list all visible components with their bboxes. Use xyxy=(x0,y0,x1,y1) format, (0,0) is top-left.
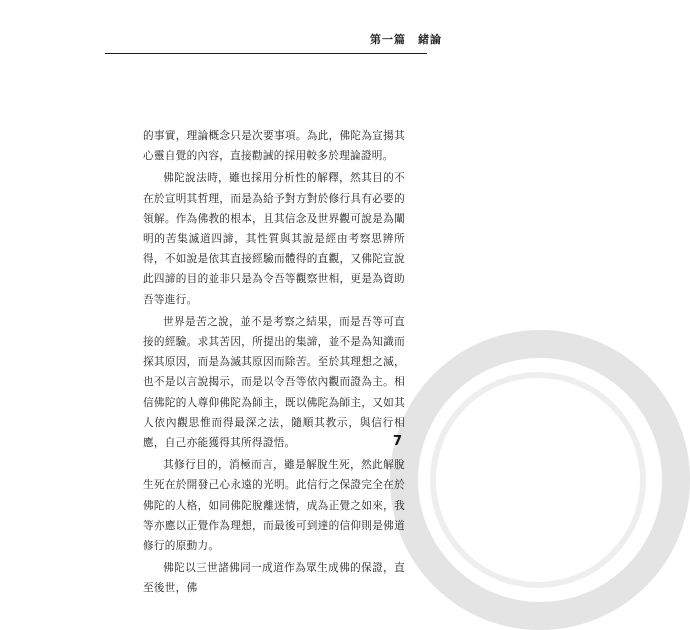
paragraph-1: 的事實，理論概念只是次要事項。為此，佛陀為宣揚其心靈自覺的內容，直接勸誡的採用較多於理論證明。 xyxy=(143,130,405,163)
paragraph-3: 世界是苦之說，並不是考察之結果，而是吾等可直接的經驗。求其苦因，所提出的集諦，並不是為知識而探其原因，而是為滅其原因而除苦。至於其理想之滅，也不是以言說揭示，而是以令吾等依內觀而證為主。相信佛陀的人尊仰佛陀為師主，既以佛陀為師主，又如其人依內觀思惟而得最深之法，隨順其教示，與信行相應，自己亦能獲得其所得證悟。 xyxy=(143,315,405,450)
header-title: 緒論 xyxy=(418,33,442,46)
paragraph-2: 佛陀說法時，雖也採用分析性的解釋，然其目的不在於宣明其哲理，而是為給予對方對於修行具有必要的領解。作為佛教的根本，且其信念及世界觀可說是為闡明的苦集滅道四諦，其性質與其說是經由考察思辨所得，不如說是依其直接經驗而體得的直觀，又佛陀宣說此四諦的目的並非只是為令吾等觀察世相，更是為資助吾等進行。 xyxy=(143,172,405,306)
header-rule xyxy=(105,53,427,54)
header-chapter: 第一篇 xyxy=(370,33,406,46)
paragraph-5: 佛陀以三世諸佛同一成道作為眾生成佛的保證，直至後世，佛 xyxy=(143,562,405,595)
page-number: 7 xyxy=(393,434,403,449)
paragraph-4: 其修行目的，消極而言，雖是解脫生死，然此解脫生死在於開發己心永遠的光明。此信行之保證完全在於佛陀的人格，如同佛陀脫離迷情，成為正覺之如來，我等亦應以正覺作為理想，而最後可到達的信仰則是佛道修行的原動力。 xyxy=(143,459,405,553)
running-header xyxy=(370,31,442,47)
decorative-arc-inner xyxy=(430,372,646,588)
body-text xyxy=(143,126,405,601)
